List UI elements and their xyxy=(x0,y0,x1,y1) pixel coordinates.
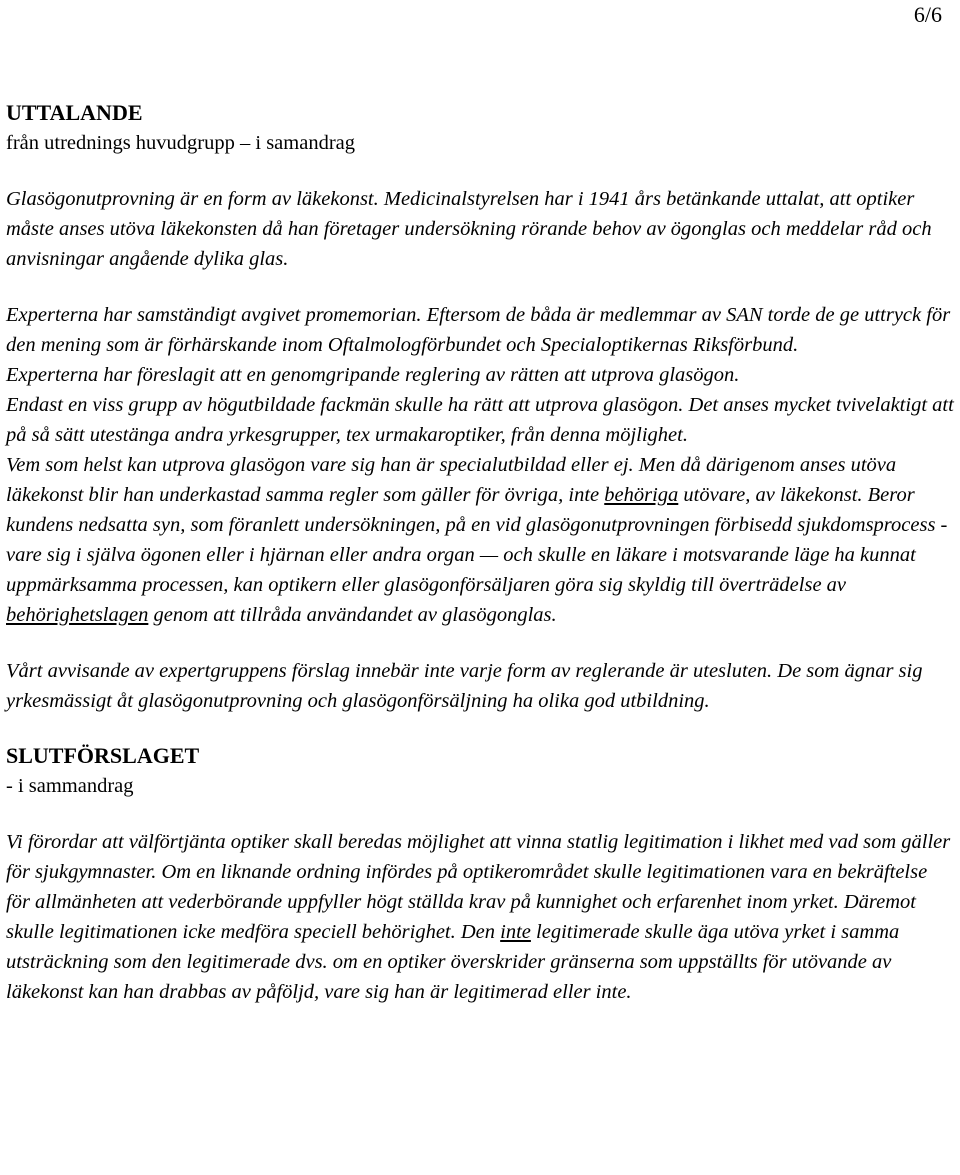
spacer xyxy=(6,158,956,184)
spacer xyxy=(6,716,956,741)
document-body xyxy=(6,98,956,1007)
spacer xyxy=(6,630,956,656)
page-number: 6/6 xyxy=(913,2,942,27)
spacer xyxy=(6,801,956,827)
section-subtitle-slutforslaget: - i sammandrag xyxy=(6,775,134,797)
paragraph-5-text-b: utövare, av läkekonst. Beror kundens nedsatta syn, som föranlett undersökningen, på en vid glasögonutprovningen förbisedd sjukdomsprocess - vare sig i själva ögonen eller i hjärnan eller andra organ — och skulle en läkare i motsvarande läge ha kunnat uppmärksamma processen, kan optikern eller glasögonförsäljaren göra sig skyldig till överträdelse av xyxy=(6,484,948,596)
paragraph-3: Experterna har föreslagit att en genomgripande reglering av rätten att utprova glasögon. xyxy=(6,364,740,386)
paragraph-7-underlined-inte: inte xyxy=(500,921,531,943)
paragraph-5-underlined-behorighetslagen: behörighetslagen xyxy=(6,604,149,626)
section-heading-slutforslaget: SLUTFÖRSLAGET xyxy=(6,743,200,768)
paragraph-5-text-c: genom att tillråda användandet av glasögonglas. xyxy=(148,604,557,626)
spacer xyxy=(6,274,956,300)
paragraph-1: Glasögonutprovning är en form av läkekonst. Medicinalstyrelsen har i 1941 års betänkande uttalat, att optiker måste anses utöva läkekonsten då han företager undersökning rörande behov av ögonglas och meddelar råd och anvisningar angående dylika glas. xyxy=(6,188,932,270)
paragraph-7-text-b: legitimerade skulle äga utöva yrket i samma utsträckning som den legitimerade dvs. om en optiker överskrider gränserna som uppställts för utövande av läkekonst kan han drabbas av påföljd, vare sig han är legitimerad eller inte. xyxy=(6,921,900,1003)
paragraph-2: Experterna har samständigt avgivet promemorian. Eftersom de båda är medlemmar av SAN torde de ge uttryck för den mening som är förhärskande inom Oftalmologförbundet och Specialoptikernas Riksförbund. xyxy=(6,304,951,356)
paragraph-5-underlined-behoriga: behöriga xyxy=(604,484,679,506)
section-subtitle-uttalande: från utrednings huvudgrupp – i samandrag xyxy=(6,132,355,154)
paragraph-7-text-a: Vi förordar att välförtjänta optiker skall beredas möjlighet att vinna statlig legitimation i likhet med vad som gäller för sjukgymnaster. Om en liknande ordning infördes på optikerområdet skulle legitimationen vara en bekräftelse för allmänheten att vederbörande uppfyller högt ställda krav på kunnighet och erfarenhet inom yrket. Däremot skulle legitimationen icke medföra speciell behörighet. Den xyxy=(6,831,951,943)
paragraph-4: Endast en viss grupp av högutbildade fackmän skulle ha rätt att utprova glasögon. Det anses mycket tvivelaktigt att på så sätt utestänga andra yrkesgrupper, tex urmakaroptiker, från denna möjlighet. xyxy=(6,394,954,446)
paragraph-6: Vårt avvisande av expertgruppens förslag innebär inte varje form av reglerande är utesluten. De som ägnar sig yrkesmässigt åt glasögonutprovning och glasögonförsäljning ha olika god utbildning. xyxy=(6,660,923,712)
section-heading-uttalande: UTTALANDE xyxy=(6,100,143,125)
paragraph-7 xyxy=(6,827,956,1007)
paragraph-5 xyxy=(6,450,956,630)
paragraph-5-text-a: Vem som helst kan utprova glasögon vare sig han är specialutbildad eller ej. Men då därigenom anses utöva läkekonst blir han underkastad samma regler som gäller för övriga, inte xyxy=(6,454,897,506)
